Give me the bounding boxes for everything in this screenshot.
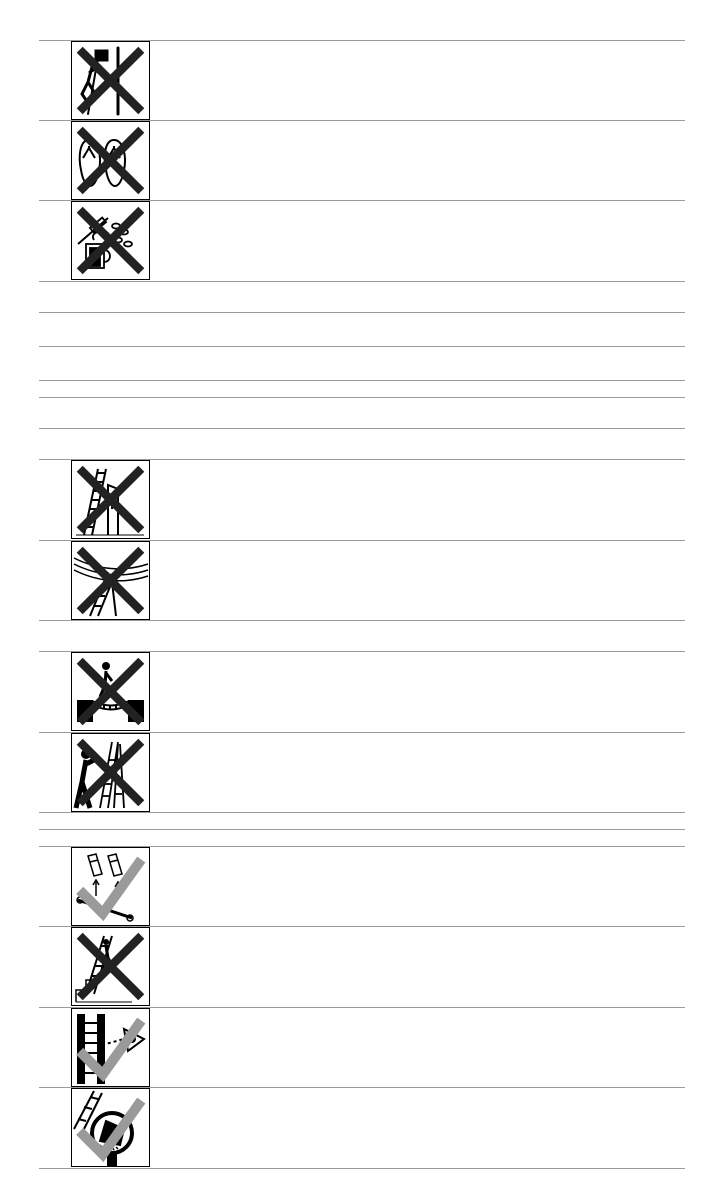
row-divider (39, 281, 685, 282)
ladder-against-door-icon (71, 460, 150, 539)
row-divider (39, 620, 685, 621)
row-divider (39, 1168, 685, 1169)
person-on-ladder-bridge-icon (71, 652, 150, 731)
cross-icon (72, 202, 149, 279)
flip-flops-icon (71, 121, 150, 200)
person-climbing-wall-ladder-icon (71, 41, 150, 120)
cross-icon (72, 734, 149, 811)
drugs-alcohol-icon (71, 201, 150, 280)
ladder-near-power-lines-icon (71, 541, 150, 620)
ladder-on-stairs-icon (71, 927, 150, 1006)
row-divider (39, 812, 685, 813)
cross-icon (72, 42, 149, 119)
row-divider (39, 397, 685, 398)
person-side-stepping-ladder-icon (71, 733, 150, 812)
row-divider (39, 829, 685, 830)
cross-icon (72, 461, 149, 538)
cross-icon (72, 122, 149, 199)
check-icon (72, 1089, 149, 1166)
cross-icon (72, 653, 149, 730)
row-divider (39, 312, 685, 313)
row-divider (39, 428, 685, 429)
ladder-feet-fitting-icon (71, 847, 150, 926)
inspect-ladder-eye-icon (71, 1008, 150, 1087)
row-divider (39, 346, 685, 347)
check-icon (72, 1009, 149, 1086)
row-divider (39, 380, 685, 381)
magnifier-ladder-foot-icon (71, 1088, 150, 1167)
check-icon (72, 848, 149, 925)
cross-icon (72, 928, 149, 1005)
cross-icon (72, 542, 149, 619)
